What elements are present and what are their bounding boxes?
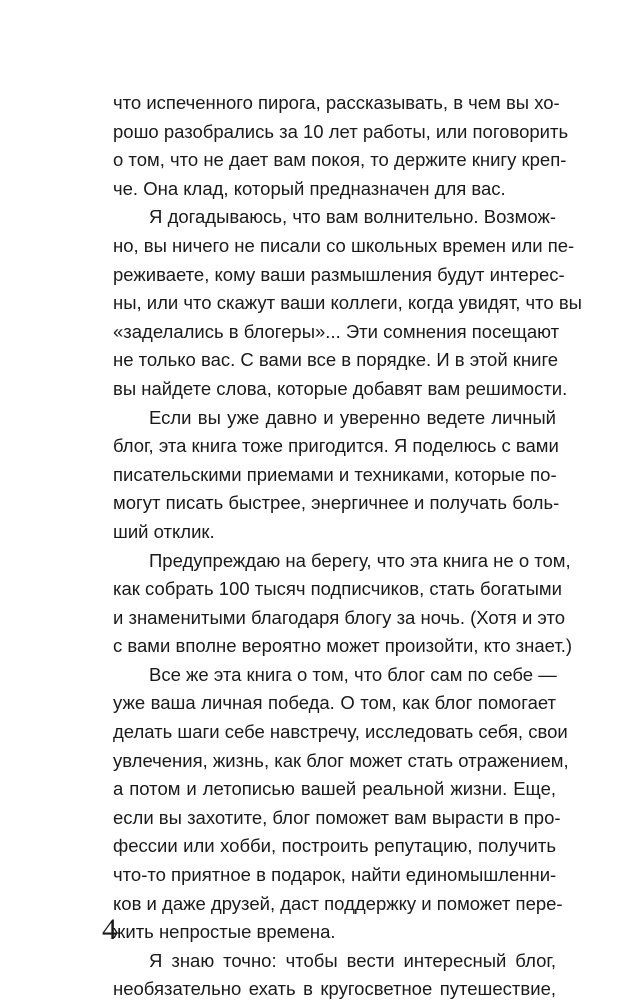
text-line: что-то приятное в подарок, найти единомышленни- <box>113 864 557 886</box>
text-line: Предупреждаю на берегу, что эта книга не о том, <box>149 549 571 571</box>
body-text <box>113 89 582 1004</box>
text-line: фессии или хобби, построить репутацию, получить <box>113 835 556 857</box>
text-line: писательскими приемами и техниками, которые по- <box>113 463 557 485</box>
text-line: ны, или что скажут ваши коллеги, когда увидят, что вы <box>113 292 582 314</box>
text-line: могут писать быстрее, энергичнее и получать боль- <box>113 492 560 514</box>
text-line: как собрать 100 тысяч подписчиков, стать богатыми <box>113 578 562 600</box>
text-line: о том, что не дает вам покоя, то держите книгу креп- <box>113 149 567 171</box>
text-line: и знаменитыми благодаря блогу за ночь. (Хотя и это <box>113 606 566 628</box>
text-line: а потом и летописью вашей реальной жизни. Еще, <box>113 778 556 800</box>
text-line: Я знаю точно: чтобы вести интересный блог, <box>149 949 556 971</box>
text-line: но, вы ничего не писали со школьных времен или пе- <box>113 234 575 256</box>
text-line: ший отклик. <box>113 520 215 542</box>
page-number: 4 <box>102 913 117 946</box>
text-line: уже ваша личная победа. О том, как блог помогает <box>113 692 556 714</box>
text-line: необязательно ехать в кругосветное путешествие, <box>113 978 556 1000</box>
text-line: что испеченного пирога, рассказывать, в чем вы хо- <box>113 92 560 113</box>
text-line: жить непростые времена. <box>113 921 336 943</box>
text-line: делать шаги себе навстречу, исследовать себя, свои <box>113 721 568 743</box>
text-line: реживаете, кому ваши размышления будут интерес- <box>113 263 565 285</box>
text-line: вы найдете слова, которые добавят вам решимости. <box>113 377 568 399</box>
text-line: Если вы уже давно и уверенно ведете личный <box>149 406 556 428</box>
text-line: с вами вполне вероятно может произойти, кто знает.) <box>113 635 573 657</box>
text-line: увлечения, жизнь, как блог может стать отражением, <box>113 749 569 771</box>
text-line: Я догадываюсь, что вам волнительно. Возмож- <box>149 206 556 228</box>
text-line: че. Она клад, который предназначен для вас. <box>113 177 506 199</box>
text-line: ков и даже друзей, даст поддержку и поможет пере- <box>113 892 563 914</box>
text-line: если вы захотите, блог поможет вам вырасти в про- <box>113 806 561 828</box>
text-line: «заделались в блогеры»... Эти сомнения посещают <box>113 320 560 342</box>
text-line: не только вас. С вами все в порядке. И в этой книге <box>113 349 559 371</box>
text-line: Все же эта книга о том, что блог сам по себе — <box>149 663 557 685</box>
text-line: рошо разобрались за 10 лет работы, или поговорить <box>113 120 569 142</box>
text-line: блог, эта книга тоже пригодится. Я поделюсь с вами <box>113 435 559 457</box>
